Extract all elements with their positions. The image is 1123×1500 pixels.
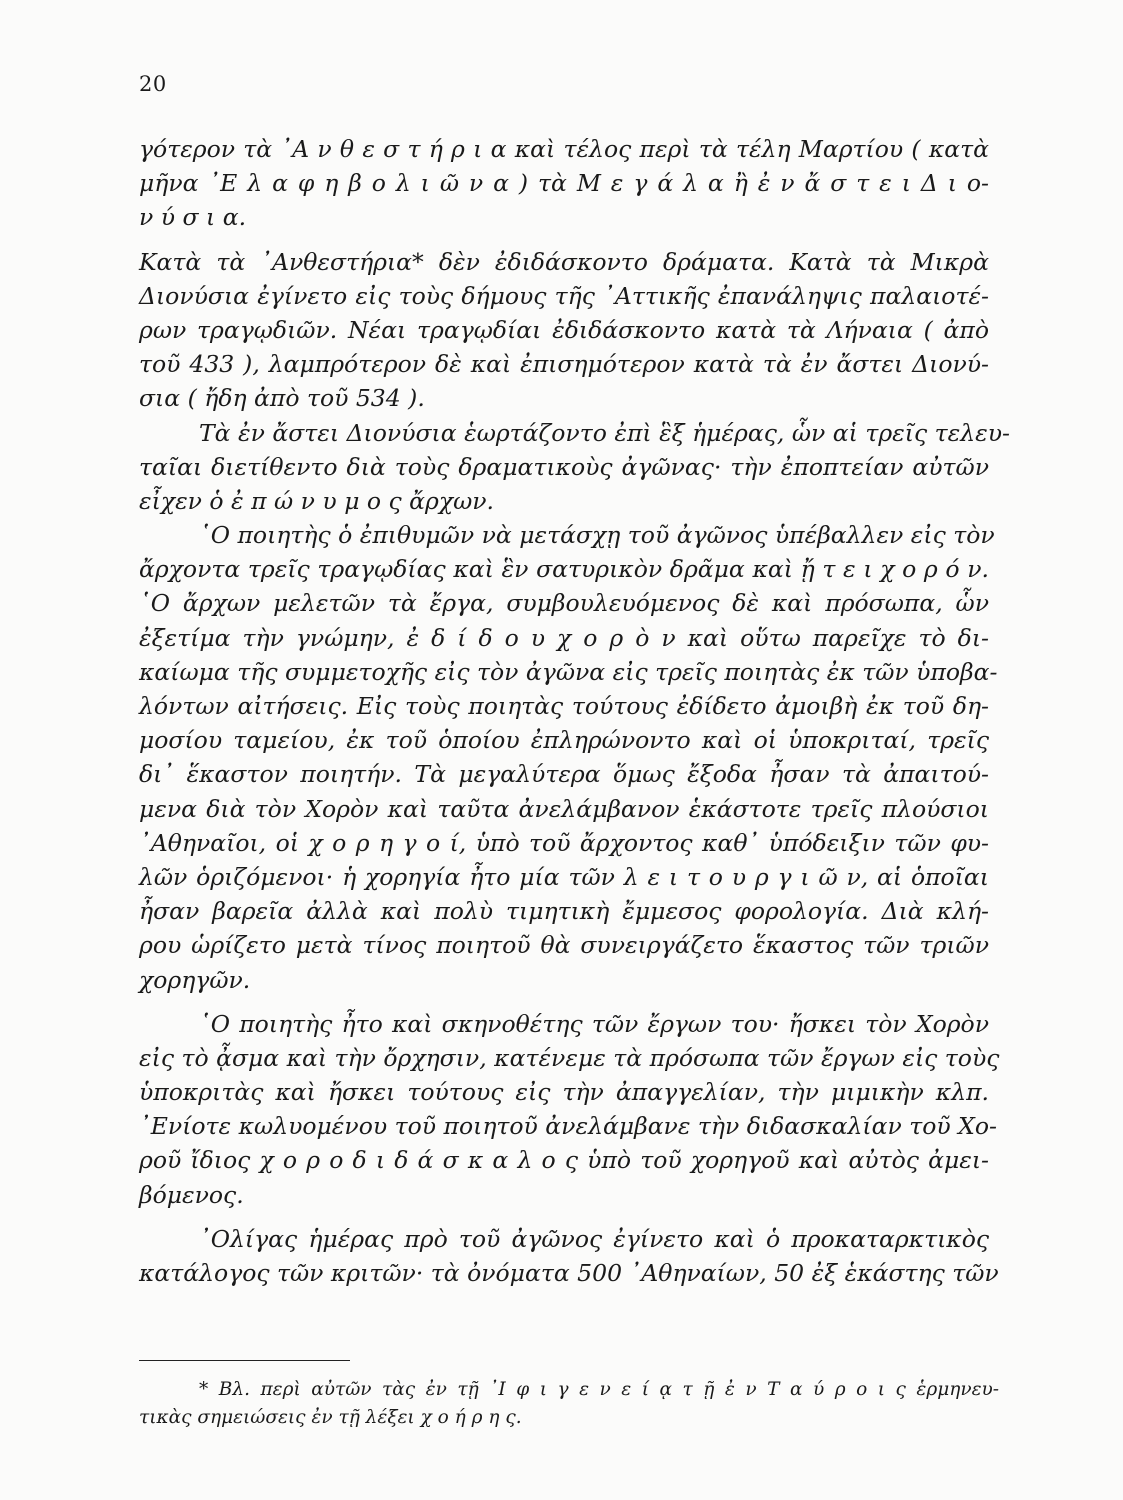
footnote-divider — [139, 1360, 350, 1361]
text-line: ρων τραγῳδιῶν. Νέαι τραγῳδίαι ἐδιδάσκοντο κατὰ τὰ Λήναια ( ἀπὸ — [139, 315, 989, 344]
text-line: μοσίου ταμείου, ἐκ τοῦ ὁποίου ἐπληρώνοντο καὶ οἱ ὑποκριταί, τρεῖς — [139, 726, 989, 755]
text-line: ἦσαν βαρεῖα ἀλλὰ καὶ πολὺ τιμητικὴ ἔμμεσος φορολογία. Διὰ κλή- — [139, 897, 989, 926]
text-line: κατάλογος τῶν κριτῶν· τὰ ὀνόματα 500 ᾽Αθηναίων, 50 ἐξ ἑκάστης τῶν — [139, 1259, 999, 1287]
footnote — [139, 1376, 999, 1431]
footnote-line: τικὰς σημειώσεις ἐν τῇ λέξει χ ο ή ρ η ς. — [139, 1406, 522, 1428]
text-line: ᾽Ενίοτε κωλυομένου τοῦ ποιητοῦ ἀνελάμβανε τὴν διδασκαλίαν τοῦ Χο- — [139, 1112, 997, 1141]
text-line: δι᾽ ἕκαστον ποιητήν. Τὰ μεγαλύτερα ὅμως ἔξοδα ἦσαν τὰ ἀπαιτού- — [139, 760, 989, 789]
text-line: σια ( ἤδη ἀπὸ τοῦ 534 ). — [139, 384, 425, 413]
text-line: ἄρχοντα τρεῖς τραγῳδίας καὶ ἓν σατυρικὸν δρᾶμα καὶ ᾔ τ ε ι χ ο ρ ό ν. — [139, 555, 989, 584]
text-line: ῾Ο ποιητὴς ἦτο καὶ σκηνοθέτης τῶν ἔργων του· ἤσκει τὸν Χορὸν — [199, 1009, 989, 1038]
text-line: ῾Ο ποιητὴς ὁ ἐπιθυμῶν νὰ μετάσχῃ τοῦ ἀγῶνος ὑπέβαλλεν εἰς τὸν — [199, 521, 995, 550]
text-line: τοῦ 433 ), λαμπρότερον δὲ καὶ ἐπισημότερον κατὰ τὰ ἐν ἄστει Διονύ- — [139, 350, 989, 379]
text-line: εἰς τὸ ᾆσμα καὶ τὴν ὄρχησιν, κατένεμε τὰ πρόσωπα τῶν ἔργων εἰς τοὺς — [139, 1043, 1000, 1072]
text-line: μενα διὰ τὸν Χορὸν καὶ ταῦτα ἀνελάμβανον ἑκάστοτε τρεῖς πλούσιοι — [139, 794, 989, 823]
text-line: λῶν ὁριζόμενοι· ἡ χορηγία ἦτο μία τῶν λ ε ι τ ο υ ρ γ ι ῶ ν, αἱ ὁποῖαι — [139, 862, 989, 891]
text-line: γότερον τὰ ᾽Α ν θ ε σ τ ή ρ ι α καὶ τέλος περὶ τὰ τέλη Μαρτίου ( κατὰ — [139, 135, 989, 163]
footnote-line: * Βλ. περὶ αὐτῶν τὰς ἐν τῇ ᾽Ι φ ι γ ε ν ε ί ᾳ τ ῇ ἐ ν Τ α ύ ρ ο ι ς ἑρμηνευ- — [199, 1379, 999, 1400]
text-line: ῾Ο ἄρχων μελετῶν τὰ ἔργα, συμβουλευόμενος δὲ καὶ πρόσωπα, ὧν — [139, 589, 989, 618]
body-text — [139, 132, 1010, 1290]
text-line: ρου ὡρίζετο μετὰ τίνος ποιητοῦ θὰ συνειργάζετο ἕκαστος τῶν τριῶν — [139, 931, 989, 960]
text-line: Τὰ ἐν ἄστει Διονύσια ἑωρτάζοντο ἐπὶ ἓξ ἡμέρας, ὧν αἱ τρεῖς τελευ- — [199, 418, 1010, 447]
text-line: βόμενος. — [139, 1180, 244, 1209]
page-number: 20 — [139, 72, 167, 96]
text-line: εἶχεν ὁ ἐ π ώ ν υ μ ο ς ἄρχων. — [139, 486, 495, 515]
text-line: ὑποκριτὰς καὶ ἤσκει τούτους εἰς τὴν ἀπαγγελίαν, τὴν μιμικὴν κλπ. — [139, 1078, 989, 1107]
text-line: Κατὰ τὰ ᾽Ανθεστήρια* δὲν ἐδιδάσκοντο δράματα. Κατὰ τὰ Μικρὰ — [139, 247, 989, 276]
text-line: ροῦ ἴδιος χ ο ρ ο δ ι δ ά σ κ α λ ο ς ὑπὸ τοῦ χορηγοῦ καὶ αὐτὸς ἀμει- — [139, 1146, 989, 1175]
text-line: ἐξετίμα τὴν γνώμην, ἐ δ ί δ ο υ χ ο ρ ὸ ν καὶ οὕτω παρεῖχε τὸ δι- — [139, 623, 989, 652]
text-line: Διονύσια ἐγίνετο εἰς τοὺς δήμους τῆς ᾽Αττικῆς ἐπανάληψις παλαιοτέ- — [139, 281, 989, 310]
text-line: ᾽Αθηναῖοι, οἱ χ ο ρ η γ ο ί, ὑπὸ τοῦ ἄρχοντος καθ᾽ ὑπόδειξιν τῶν φυ- — [139, 828, 989, 857]
text-line: ν ύ σ ι α. — [139, 203, 247, 232]
text-line: λόντων αἰτήσεις. Εἰς τοὺς ποιητὰς τούτους ἐδίδετο ἀμοιβὴ ἐκ τοῦ δη- — [139, 692, 989, 720]
text-line: ταῖαι διετίθεντο διὰ τοὺς δραματικοὺς ἀγῶνας· τὴν ἐποπτείαν αὐτῶν — [139, 452, 989, 481]
text-line: καίωμα τῆς συμμετοχῆς εἰς τὸν ἀγῶνα εἰς τρεῖς ποιητὰς ἐκ τῶν ὑποβα- — [139, 657, 998, 686]
text-line: μῆνα ᾽Ε λ α φ η β ο λ ι ῶ ν α ) τὰ Μ ε γ ά λ α ἢ ἐ ν ἄ σ τ ε ι Δ ι ο- — [139, 169, 989, 198]
text-line: ᾽Ολίγας ἡμέρας πρὸ τοῦ ἀγῶνος ἐγίνετο καὶ ὁ προκαταρκτικὸς — [199, 1224, 989, 1253]
text-line: χορηγῶν. — [139, 965, 251, 994]
